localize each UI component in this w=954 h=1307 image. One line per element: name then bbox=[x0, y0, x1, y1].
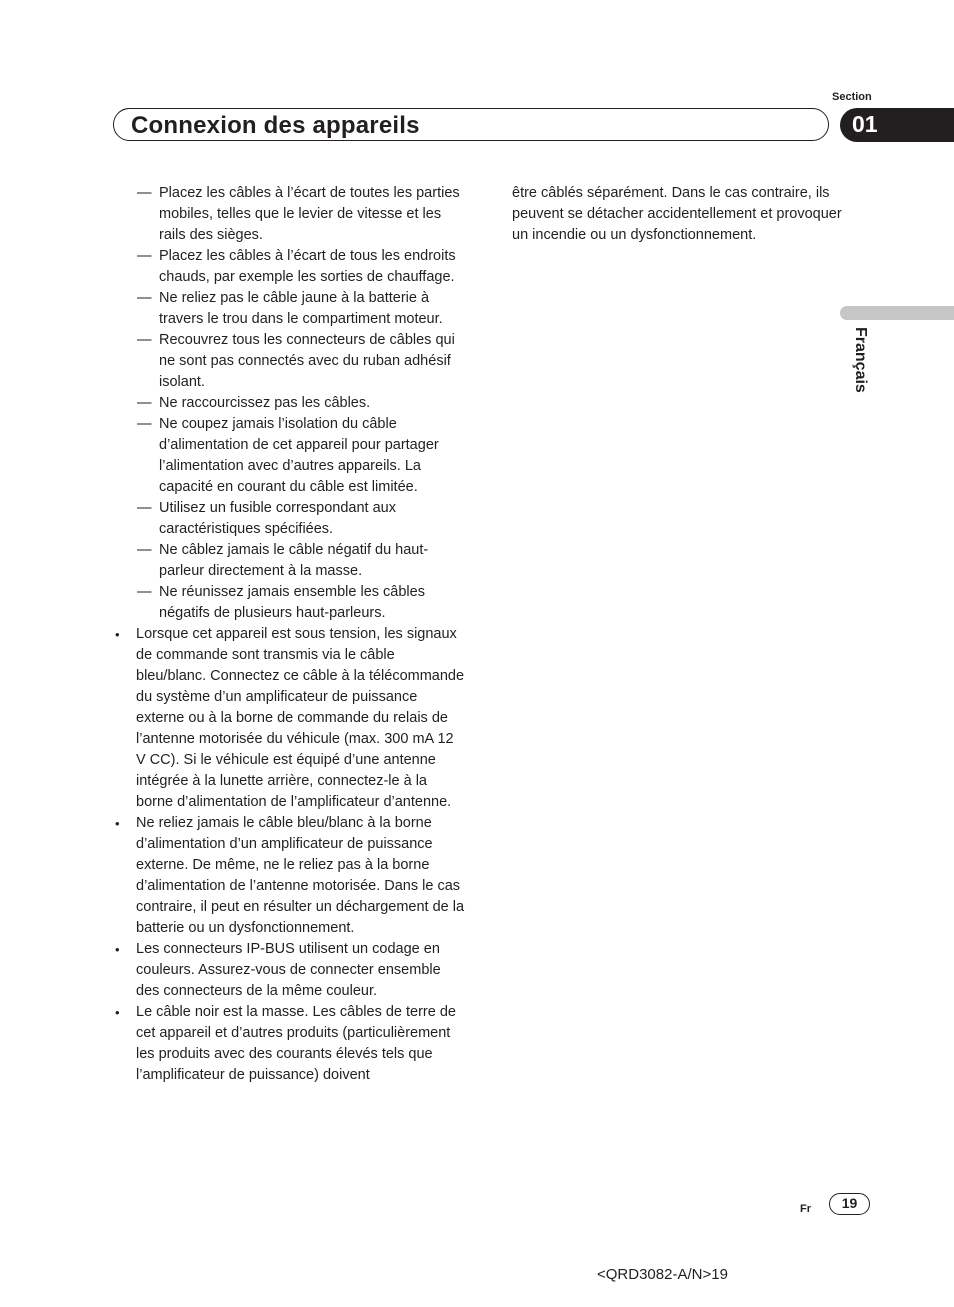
list-item-text: Ne raccourcissez pas les câbles. bbox=[159, 395, 371, 411]
language-tab-marker bbox=[840, 306, 954, 320]
document-code: <QRD3082-A/N>19 bbox=[597, 1266, 728, 1283]
section-title-bar bbox=[113, 108, 829, 141]
bullet-marker: • bbox=[115, 1005, 120, 1020]
list-item bbox=[113, 393, 465, 414]
paragraph: être câblés séparément. Dans le cas contraire, ils peuvent se détacher accidentellement et provoquer un incendie ou un dysfonctionnement. bbox=[512, 185, 842, 243]
dash-marker: — bbox=[137, 542, 152, 558]
list-item-text: Placez les câbles à l’écart de tous les endroits chauds, par exemple les sorties de chauffage. bbox=[159, 248, 456, 285]
list-item-text: Ne reliez jamais le câble bleu/blanc à la borne d’alimentation d’un amplificateur de puissance externe. De même, ne le reliez pas à la borne d’alimentation de l’antenne motorisée. Dans le cas contraire, il peut en résulter un déchargement de la batterie ou un dysfonctionnement. bbox=[136, 815, 465, 936]
list-item bbox=[113, 414, 465, 498]
left-column bbox=[113, 183, 465, 1086]
list-item-text: Recouvrez tous les connecteurs de câbles qui ne sont pas connectés avec du ruban adhésif isolant. bbox=[159, 332, 455, 390]
dash-marker: — bbox=[137, 500, 152, 516]
dash-marker: — bbox=[137, 416, 152, 432]
list-item-text: Ne câblez jamais le câble négatif du haut-parleur directement à la masse. bbox=[159, 542, 429, 579]
language-code: Fr bbox=[800, 1203, 811, 1215]
list-item bbox=[113, 813, 465, 939]
list-item-text: Le câble noir est la masse. Les câbles de terre de cet appareil et d’autres produits (particulièrement les produits avec des courants élevés tels que l’amplificateur de puissance) doivent bbox=[136, 1004, 456, 1083]
dash-marker: — bbox=[137, 332, 152, 348]
section-number: 01 bbox=[852, 111, 878, 137]
dash-marker: — bbox=[137, 185, 152, 201]
dash-marker: — bbox=[137, 584, 152, 600]
dash-marker: — bbox=[137, 290, 152, 306]
page-title: Connexion des appareils bbox=[131, 112, 420, 139]
list-item bbox=[113, 939, 465, 1002]
list-item-text: Ne coupez jamais l’isolation du câble d’alimentation de cet appareil pour partager l’alimentation avec d’autres appareils. La capacité en courant du câble est limitée. bbox=[159, 416, 439, 495]
list-item-text: Ne reliez pas le câble jaune à la batterie à travers le trou dans le compartiment moteur. bbox=[159, 290, 443, 327]
language-label: Français bbox=[852, 327, 869, 393]
dash-marker: — bbox=[137, 248, 152, 264]
page-number: 19 bbox=[829, 1193, 870, 1215]
list-item bbox=[113, 330, 465, 393]
list-item-text: Placez les câbles à l’écart de toutes les parties mobiles, telles que le levier de vitesse et les rails des sièges. bbox=[159, 185, 460, 243]
bullet-marker: • bbox=[115, 816, 120, 831]
list-item bbox=[113, 540, 465, 582]
list-item bbox=[113, 624, 465, 813]
list-item bbox=[113, 1002, 465, 1086]
list-item bbox=[113, 246, 465, 288]
bullet-marker: • bbox=[115, 942, 120, 957]
dash-marker: — bbox=[137, 395, 152, 411]
list-item bbox=[113, 582, 465, 624]
section-number-badge bbox=[840, 108, 954, 142]
list-item bbox=[113, 183, 465, 246]
right-column bbox=[512, 183, 842, 246]
section-label: Section bbox=[832, 91, 872, 103]
list-item-text: Utilisez un fusible correspondant aux caractéristiques spécifiées. bbox=[159, 500, 396, 537]
list-item-text: Lorsque cet appareil est sous tension, les signaux de commande sont transmis via le câble bleu/blanc. Connectez ce câble à la télécommande du système d’un amplificateur de puissance externe ou à la borne de commande du relais de l’antenne motorisée du véhicule (max. 300 mA 12 V CC). Si le véhicule est équipé d’une antenne intégrée à la lunette arrière, connectez-le à la borne d’alimentation de l’amplificateur d’antenne. bbox=[136, 626, 465, 810]
list-item bbox=[113, 288, 465, 330]
bullet-marker: • bbox=[115, 627, 120, 642]
list-item bbox=[113, 498, 465, 540]
list-item-text: Les connecteurs IP-BUS utilisent un codage en couleurs. Assurez-vous de connecter ensemble des connecteurs de la même couleur. bbox=[136, 941, 441, 999]
list-item-text: Ne réunissez jamais ensemble les câbles négatifs de plusieurs haut-parleurs. bbox=[159, 584, 425, 621]
